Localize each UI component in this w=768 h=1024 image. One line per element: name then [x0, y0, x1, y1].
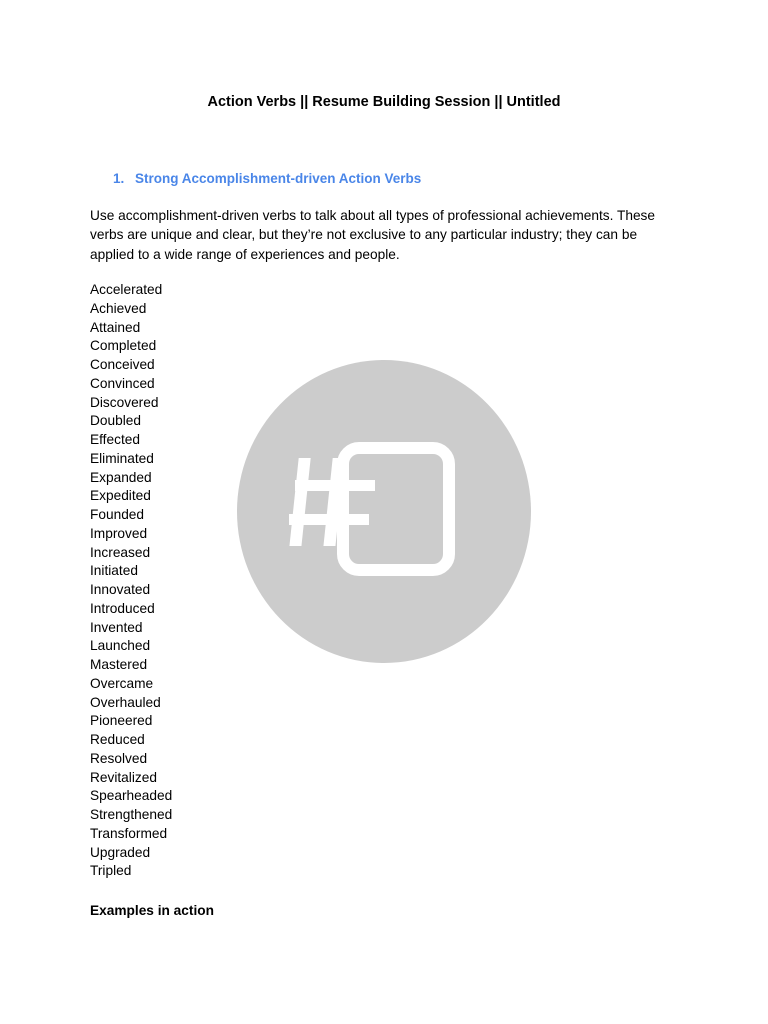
hashtag-glyph: [289, 458, 375, 546]
verb-item: Convinced: [90, 375, 155, 391]
verb-item: Resolved: [90, 750, 148, 766]
section-heading-text: Strong Accomplishment-driven Action Verbs: [135, 171, 422, 186]
verb-item: Attained: [90, 319, 141, 335]
watermark-circle: [237, 360, 531, 663]
verb-item: Doubled: [90, 413, 141, 429]
verb-item: Overcame: [90, 675, 154, 691]
verb-item: Expanded: [90, 469, 152, 485]
verb-item: Initiated: [90, 563, 138, 579]
verb-item: Invented: [90, 619, 143, 635]
verb-item: Innovated: [90, 582, 151, 597]
verb-item: Completed: [90, 338, 157, 354]
document-title: Action Verbs || Resume Building Session || Untitled: [207, 94, 561, 110]
verb-item: Achieved: [90, 300, 147, 316]
verb-item: Founded: [90, 507, 145, 522]
intro-paragraph: Use accomplishment-driven verbs to talk about all types of professional achievements. These verbs are unique and clear, but they’re not exclusive to any particular industry; they can be applied to a wide range of experiences and people.: [90, 208, 656, 262]
verb-item: Launched: [90, 638, 151, 654]
hashtag-document-icon: [237, 360, 531, 663]
verb-item: Effected: [90, 432, 140, 447]
verb-item: Pioneered: [90, 713, 153, 729]
verb-item: Increased: [90, 544, 151, 560]
verb-item: Accelerated: [90, 282, 163, 297]
section-number: 1.: [113, 171, 125, 186]
document-outline: [343, 448, 449, 570]
verb-item: Tripled: [90, 863, 132, 879]
verb-item: Transformed: [90, 825, 168, 841]
verb-item: Discovered: [90, 394, 159, 410]
verb-item: Expedited: [90, 488, 151, 504]
verb-item: Overhauled: [90, 694, 161, 710]
action-verb-list: [90, 281, 172, 881]
verb-item: Introduced: [90, 600, 155, 616]
section-heading: [113, 170, 421, 187]
examples-heading: Examples in action: [90, 903, 214, 918]
verb-item: Spearheaded: [90, 788, 173, 804]
verb-item: Upgraded: [90, 844, 151, 860]
verb-item: Strengthened: [90, 807, 173, 822]
verb-item: Eliminated: [90, 450, 154, 466]
verb-item: Revitalized: [90, 769, 157, 785]
verb-item: Mastered: [90, 657, 148, 672]
verb-item: Reduced: [90, 732, 145, 747]
verb-item: Improved: [90, 525, 148, 541]
verb-item: Conceived: [90, 357, 155, 372]
